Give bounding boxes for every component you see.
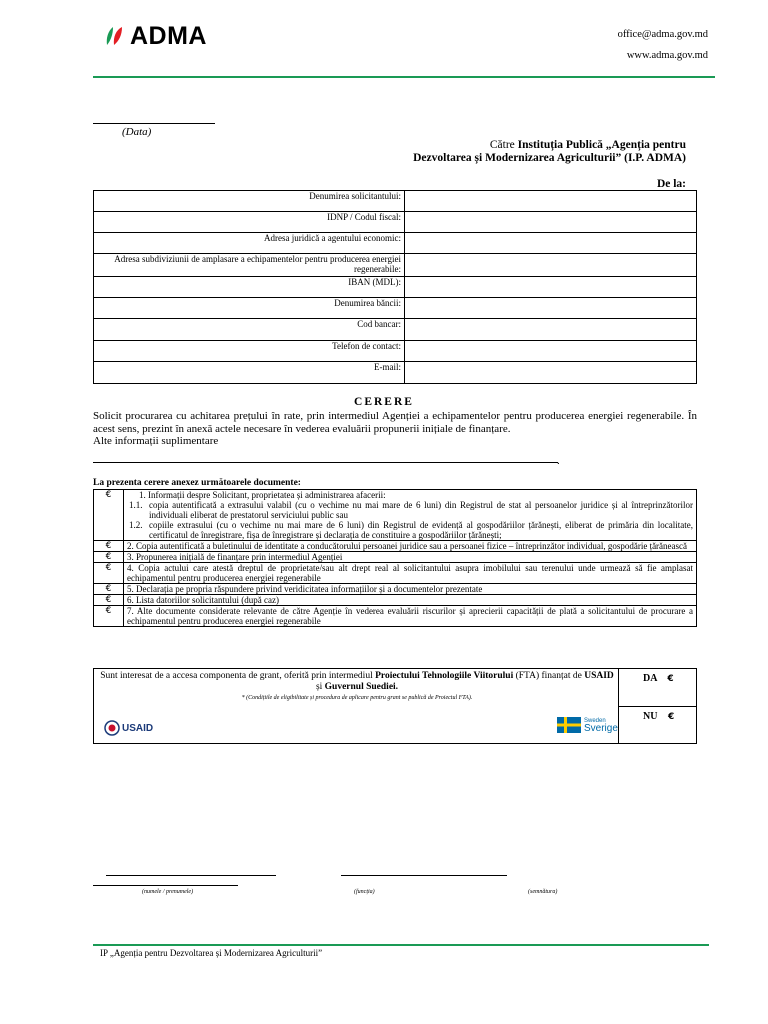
email-input[interactable]: [405, 362, 697, 384]
additional-info-field[interactable]: [93, 462, 558, 463]
table-row: [94, 254, 697, 277]
no-option[interactable]: [643, 711, 674, 722]
grant-divider: [618, 706, 697, 707]
from-label: De la:: [656, 178, 686, 190]
subitem-text: copia autentificată a extrasului valabil (cu o vechime nu mai mare de 6 luni) din Registrul de stat al persoanelor juridice și al întreprinzătorilor individuali eliberat de prestatorul serviciului public sau: [149, 500, 693, 520]
addressee-line2: Dezvoltarea și Modernizarea Agriculturii” (I.P. ADMA): [413, 152, 686, 164]
table-row: [94, 341, 697, 362]
grant-sweden: Guvernul Suediei.: [324, 682, 399, 692]
checkbox-icon[interactable]: €: [94, 490, 124, 541]
table-row: [94, 490, 697, 541]
table-row: [94, 584, 697, 595]
subitem-number: 1.1.: [129, 500, 143, 510]
iban-input[interactable]: [405, 277, 697, 298]
table-row: [94, 298, 697, 319]
document-subitem: [127, 520, 693, 540]
document-item: [124, 490, 697, 541]
addressee: [413, 139, 686, 165]
role-label: (funcția): [354, 889, 375, 895]
subitem-number: 1.2.: [129, 520, 143, 530]
usaid-seal-icon: [104, 720, 120, 736]
document-text: 4. Copia actului care atestă dreptul de proprietate/sau alt drept real al solicitantului asupra imobilului sau terenului unde urmează să fie amplasat echipamentul pentru producerea energiei regenerabile: [124, 563, 697, 584]
table-row: [94, 541, 697, 552]
grant-text-part: și: [315, 682, 325, 692]
signature-line[interactable]: [341, 875, 507, 876]
contact-info: [618, 24, 708, 66]
request-body: [93, 410, 697, 448]
documents-table: [93, 489, 697, 627]
grant-text: [98, 671, 616, 693]
legal-address-input[interactable]: [405, 233, 697, 254]
bank-code-input[interactable]: [405, 319, 697, 341]
table-row: [94, 595, 697, 606]
table-row: [94, 552, 697, 563]
addressee-institution: Instituția Publică „Agenția pentru: [517, 139, 686, 151]
usaid-text: USAID: [122, 722, 154, 734]
field-label: Telefon de contact:: [94, 341, 405, 362]
applicant-name-input[interactable]: [405, 191, 697, 212]
field-label: Adresa subdiviziunii de amplasare a echipamentelor pentru producerea energiei regenerabile:: [94, 254, 405, 277]
field-label: IDNP / Codul fiscal:: [94, 212, 405, 233]
table-row: [94, 233, 697, 254]
additional-info-label: Alte informații suplimentare: [93, 435, 219, 447]
grant-text-part: (FTA) finanțat de: [513, 671, 585, 681]
document-subitem: [127, 500, 693, 520]
field-label: Cod bancar:: [94, 319, 405, 341]
grant-usaid: USAID: [584, 671, 614, 681]
addressee-prefix: Către: [489, 139, 518, 151]
sign-label: (semnătura): [528, 889, 558, 895]
document-text: 7. Alte documente considerate relevante de către Agenție în vederea evaluării riscurilor și aprecierii capacității de plată a solicitantului de procurare a echipamentul pentru producerea energiei regenerabile: [124, 606, 697, 627]
usaid-logo: [104, 720, 153, 736]
name-label: (numele / prenumele): [142, 889, 194, 895]
sweden-logo: [557, 717, 618, 733]
footer-text: IP „Agenția pentru Dezvoltarea și Modernizarea Agriculturii”: [100, 948, 323, 958]
bank-name-input[interactable]: [405, 298, 697, 319]
grant-signature-line: [160, 743, 556, 744]
document-text: 2. Copia autentificată a buletinului de identitate a conducătorului persoanei juridice sau a persoanei fizice – întreprinzător individual, gospodărie țărănească: [124, 541, 697, 552]
yes-checkbox-icon[interactable]: €: [667, 674, 674, 684]
checkbox-icon[interactable]: €: [94, 552, 124, 563]
table-row: [94, 212, 697, 233]
document-text: 5. Declarația pe propria răspundere privind veridicitatea informațiilor și a documentelor prezentate: [124, 584, 697, 595]
field-label: Denumirea solicitantului:: [94, 191, 405, 212]
date-label: (Data): [122, 126, 152, 138]
applicant-info-table: [93, 190, 697, 384]
idnp-input[interactable]: [405, 212, 697, 233]
table-row: [94, 362, 697, 384]
sweden-big-text: Sverige: [584, 723, 618, 734]
checkbox-icon[interactable]: €: [94, 595, 124, 606]
table-row: [94, 606, 697, 627]
name-line[interactable]: [93, 885, 238, 886]
checkbox-icon[interactable]: €: [94, 584, 124, 595]
table-row: [94, 191, 697, 212]
field-label: Denumirea băncii:: [94, 298, 405, 319]
yes-option[interactable]: [643, 673, 674, 684]
sweden-small-text: Sweden: [584, 718, 606, 724]
subitem-text: copiile extrasului (cu o vechime nu mai mare de 6 luni) din Registrul de evidență al gospodăriilor țărănești, eliberat de primăria din localitate, certificatul de înregistrare, fișa de înregistrare și declarația de constituire a gospodăriilor țărănești;: [149, 520, 693, 540]
table-row: [94, 563, 697, 584]
field-label: Adresa juridică a agentului economic:: [94, 233, 405, 254]
checkbox-icon[interactable]: €: [94, 541, 124, 552]
checkbox-icon[interactable]: €: [94, 606, 124, 627]
request-paragraph: Solicit procurarea cu achitarea prețului în rate, prin intermediul Agenției a echipamentelor pentru producerea energiei regenerabile. În acest sens, prezint în anexă actele necesare în vederea evaluării propunerii inițiale de finanțare.: [93, 410, 697, 435]
document-text: 3. Propunerea inițială de finanțare prin intermediul Agenției: [124, 552, 697, 563]
table-row: [94, 319, 697, 341]
footer-divider: [93, 944, 709, 946]
contact-website[interactable]: www.adma.gov.md: [626, 50, 708, 61]
document-title: CERERE: [354, 396, 414, 408]
document-text: 1. Informații despre Solicitant, proprietatea și administrarea afacerii:: [139, 490, 386, 500]
grant-project-name: Proiectului Tehnologiile Viitorului: [375, 671, 514, 681]
adma-leaf-icon: [104, 25, 126, 47]
logo-text: ADMA: [130, 21, 207, 50]
contact-email[interactable]: office@adma.gov.md: [617, 29, 708, 40]
field-label: E-mail:: [94, 362, 405, 384]
phone-input[interactable]: [405, 341, 697, 362]
yes-label: DA: [643, 673, 657, 684]
grant-note: * (Condițiile de eligibilitate și procedura de aplicare pentru grant se publică de Proiectul FTA).: [241, 695, 473, 701]
header-divider: [93, 76, 715, 78]
swedish-flag-icon: [557, 717, 581, 733]
no-label: NU: [643, 711, 658, 722]
grant-text-part: Sunt interesat de a accesa componenta de grant, oferită prin intermediul: [100, 671, 376, 681]
document-text: 6. Lista datoriilor solicitantului (după caz): [124, 595, 697, 606]
field-label: IBAN (MDL):: [94, 277, 405, 298]
checkbox-icon[interactable]: €: [94, 563, 124, 584]
adma-logo: [104, 22, 207, 50]
no-checkbox-icon[interactable]: €: [667, 712, 675, 722]
installation-address-input[interactable]: [405, 254, 697, 277]
line-end-dot: .: [557, 455, 560, 467]
date-field[interactable]: [93, 123, 215, 124]
signature-line[interactable]: [106, 875, 276, 876]
table-row: [94, 277, 697, 298]
annex-heading: La prezenta cerere anexez următoarele documente:: [93, 478, 301, 488]
